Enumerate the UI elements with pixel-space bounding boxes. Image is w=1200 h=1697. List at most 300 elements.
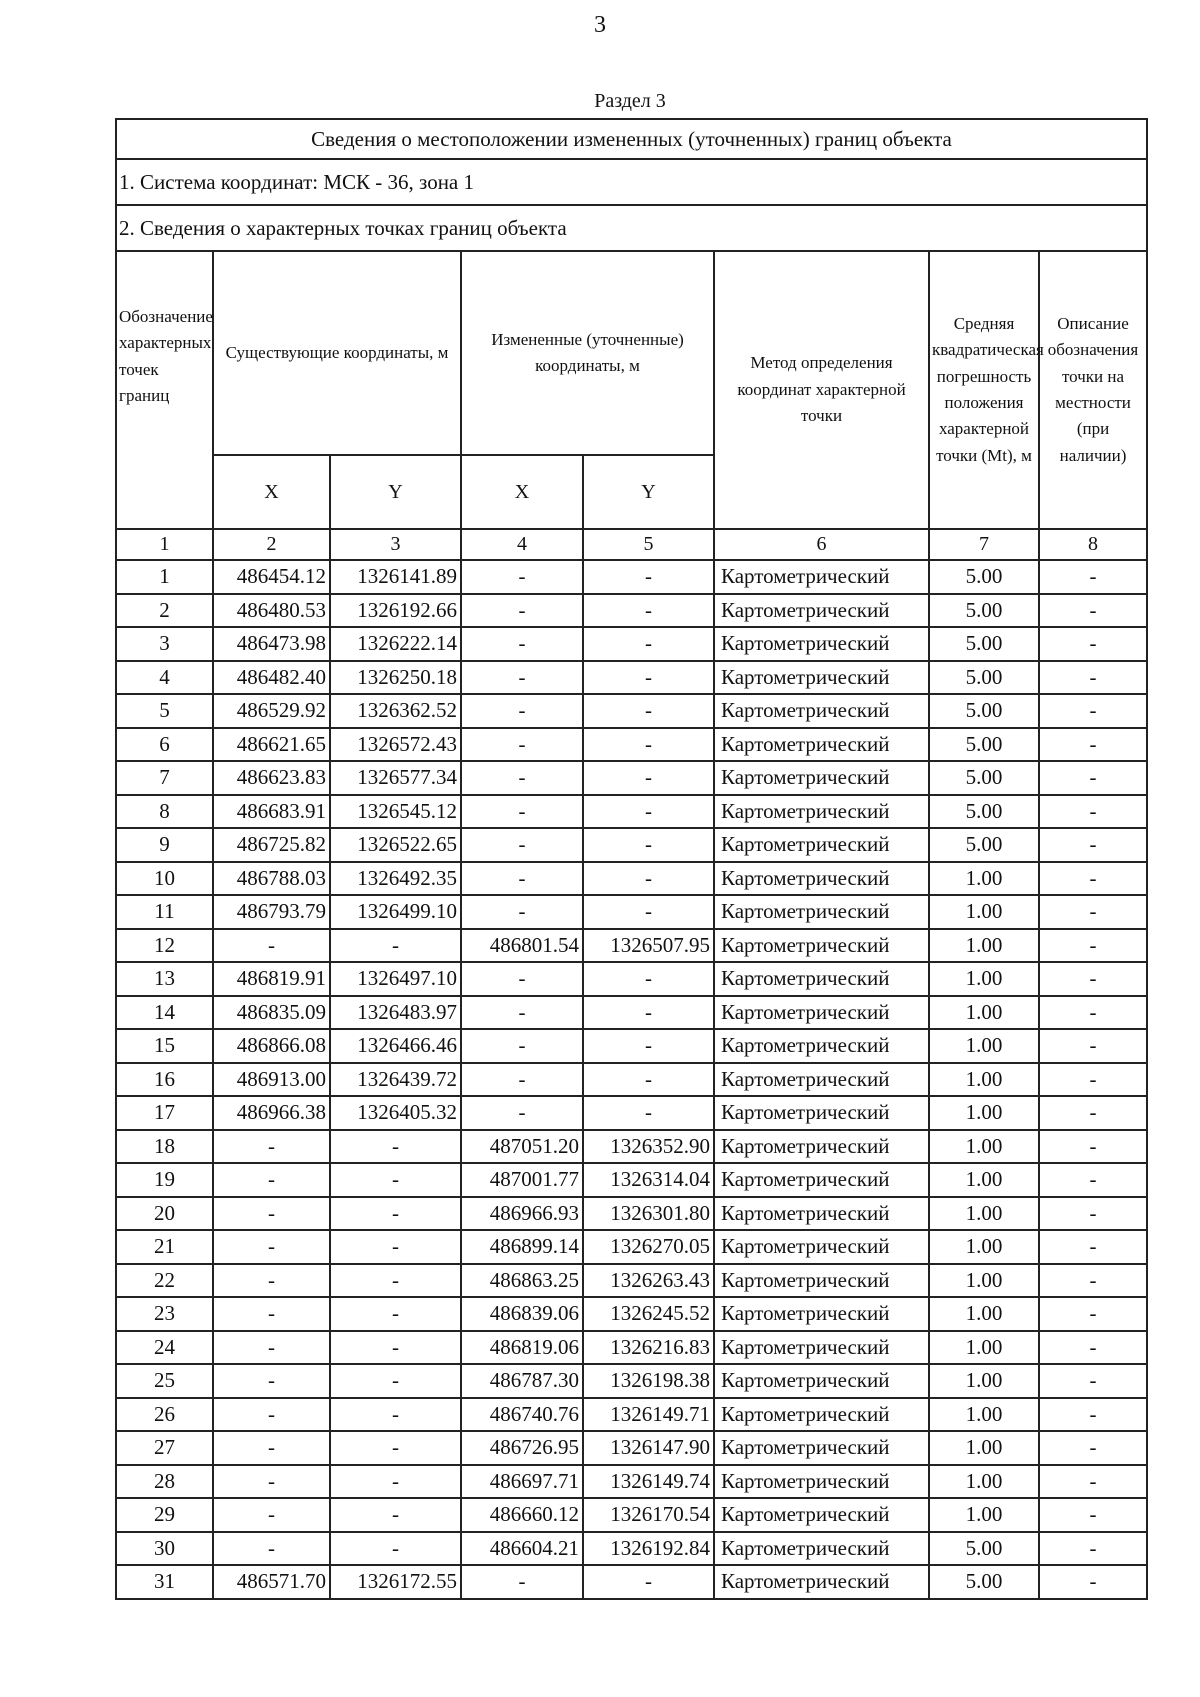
existing-x-cell: - xyxy=(213,1498,330,1532)
existing-x-cell: 486835.09 xyxy=(213,996,330,1030)
method-cell: Картометрический xyxy=(714,1063,929,1097)
point-number-cell: 24 xyxy=(116,1331,213,1365)
section-title: Раздел 3 xyxy=(594,90,666,112)
coord-system: 1. Система координат: МСК - 36, зона 1 xyxy=(116,159,1147,205)
error-cell: 5.00 xyxy=(929,694,1039,728)
description-cell: - xyxy=(1039,661,1147,695)
header-existing-y: Y xyxy=(330,455,461,529)
header-row xyxy=(116,251,1147,455)
description-cell: - xyxy=(1039,1029,1147,1063)
point-number-cell: 27 xyxy=(116,1431,213,1465)
existing-x-cell: 486866.08 xyxy=(213,1029,330,1063)
error-cell: 1.00 xyxy=(929,1063,1039,1097)
header-description: Описание обозначения точки на местности (при наличии) xyxy=(1039,251,1147,529)
method-cell: Картометрический xyxy=(714,1498,929,1532)
changed-y-cell: 1326198.38 xyxy=(583,1364,714,1398)
column-numbers-row xyxy=(116,529,1147,560)
existing-x-cell: - xyxy=(213,1431,330,1465)
description-cell: - xyxy=(1039,1331,1147,1365)
table-row xyxy=(116,1431,1147,1465)
table-row xyxy=(116,929,1147,963)
error-cell: 1.00 xyxy=(929,1264,1039,1298)
point-number-cell: 28 xyxy=(116,1465,213,1499)
header-changed-y: Y xyxy=(583,455,714,529)
table-row xyxy=(116,1465,1147,1499)
description-cell: - xyxy=(1039,962,1147,996)
method-cell: Картометрический xyxy=(714,1364,929,1398)
error-cell: 1.00 xyxy=(929,1029,1039,1063)
error-cell: 5.00 xyxy=(929,1532,1039,1566)
method-cell: Картометрический xyxy=(714,828,929,862)
table-row xyxy=(116,1130,1147,1164)
changed-x-cell: - xyxy=(461,828,583,862)
method-cell: Картометрический xyxy=(714,895,929,929)
changed-y-cell: 1326149.74 xyxy=(583,1465,714,1499)
existing-y-cell: 1326362.52 xyxy=(330,694,461,728)
error-cell: 1.00 xyxy=(929,895,1039,929)
points-title: 2. Сведения о характерных точках границ объекта xyxy=(116,205,1147,251)
header-error: Средняя квадратическая погрешность положения характерной точки (Mt), м xyxy=(929,251,1039,529)
method-cell: Картометрический xyxy=(714,694,929,728)
changed-y-cell: 1326314.04 xyxy=(583,1163,714,1197)
existing-x-cell: - xyxy=(213,1130,330,1164)
point-number-cell: 17 xyxy=(116,1096,213,1130)
existing-y-cell: 1326172.55 xyxy=(330,1565,461,1599)
changed-x-cell: 486819.06 xyxy=(461,1331,583,1365)
method-cell: Картометрический xyxy=(714,627,929,661)
existing-y-cell: - xyxy=(330,1431,461,1465)
existing-x-cell: - xyxy=(213,929,330,963)
error-cell: 1.00 xyxy=(929,1130,1039,1164)
changed-x-cell: 487001.77 xyxy=(461,1163,583,1197)
header-method: Метод определения координат характерной точки xyxy=(714,251,929,529)
table-row xyxy=(116,1029,1147,1063)
point-number-cell: 31 xyxy=(116,1565,213,1599)
existing-x-cell: 486913.00 xyxy=(213,1063,330,1097)
description-cell: - xyxy=(1039,1398,1147,1432)
method-cell: Картометрический xyxy=(714,1197,929,1231)
point-number-cell: 11 xyxy=(116,895,213,929)
error-cell: 1.00 xyxy=(929,996,1039,1030)
method-cell: Картометрический xyxy=(714,728,929,762)
method-cell: Картометрический xyxy=(714,1096,929,1130)
existing-x-cell: - xyxy=(213,1364,330,1398)
changed-x-cell: 486899.14 xyxy=(461,1230,583,1264)
point-number-cell: 18 xyxy=(116,1130,213,1164)
description-cell: - xyxy=(1039,594,1147,628)
method-cell: Картометрический xyxy=(714,1130,929,1164)
changed-y-cell: 1326149.71 xyxy=(583,1398,714,1432)
error-cell: 1.00 xyxy=(929,1197,1039,1231)
existing-x-cell: 486454.12 xyxy=(213,560,330,594)
point-number-cell: 6 xyxy=(116,728,213,762)
changed-x-cell: - xyxy=(461,1096,583,1130)
table-row xyxy=(116,761,1147,795)
column-number: 1 xyxy=(116,529,213,560)
method-cell: Картометрический xyxy=(714,862,929,896)
point-number-cell: 10 xyxy=(116,862,213,896)
changed-x-cell: - xyxy=(461,594,583,628)
description-cell: - xyxy=(1039,1565,1147,1599)
existing-x-cell: 486966.38 xyxy=(213,1096,330,1130)
table-row xyxy=(116,895,1147,929)
boundary-points-table xyxy=(115,118,1148,1600)
method-cell: Картометрический xyxy=(714,1029,929,1063)
table-row xyxy=(116,1197,1147,1231)
description-cell: - xyxy=(1039,1465,1147,1499)
table-row xyxy=(116,560,1147,594)
error-cell: 1.00 xyxy=(929,1364,1039,1398)
existing-y-cell: - xyxy=(330,1230,461,1264)
existing-x-cell: 486793.79 xyxy=(213,895,330,929)
error-cell: 5.00 xyxy=(929,661,1039,695)
existing-y-cell: - xyxy=(330,1130,461,1164)
changed-y-cell: 1326170.54 xyxy=(583,1498,714,1532)
existing-x-cell: 486819.91 xyxy=(213,962,330,996)
error-cell: 1.00 xyxy=(929,1230,1039,1264)
changed-y-cell: - xyxy=(583,828,714,862)
table-row xyxy=(116,1565,1147,1599)
changed-x-cell: 486787.30 xyxy=(461,1364,583,1398)
method-cell: Картометрический xyxy=(714,1163,929,1197)
table-row xyxy=(116,1398,1147,1432)
changed-x-cell: - xyxy=(461,795,583,829)
table-row xyxy=(116,594,1147,628)
changed-y-cell: - xyxy=(583,996,714,1030)
existing-y-cell: 1326141.89 xyxy=(330,560,461,594)
description-cell: - xyxy=(1039,1297,1147,1331)
description-cell: - xyxy=(1039,627,1147,661)
existing-y-cell: 1326497.10 xyxy=(330,962,461,996)
changed-x-cell: 486697.71 xyxy=(461,1465,583,1499)
changed-x-cell: - xyxy=(461,728,583,762)
point-number-cell: 16 xyxy=(116,1063,213,1097)
existing-y-cell: 1326483.97 xyxy=(330,996,461,1030)
description-cell: - xyxy=(1039,1364,1147,1398)
description-cell: - xyxy=(1039,929,1147,963)
table-row xyxy=(116,828,1147,862)
table-row xyxy=(116,862,1147,896)
changed-y-cell: - xyxy=(583,1063,714,1097)
table-row xyxy=(116,795,1147,829)
changed-y-cell: 1326263.43 xyxy=(583,1264,714,1298)
description-cell: - xyxy=(1039,862,1147,896)
changed-y-cell: 1326192.84 xyxy=(583,1532,714,1566)
existing-x-cell: 486621.65 xyxy=(213,728,330,762)
table-row xyxy=(116,1498,1147,1532)
table-title-row xyxy=(116,119,1147,159)
error-cell: 5.00 xyxy=(929,560,1039,594)
point-number-cell: 5 xyxy=(116,694,213,728)
existing-y-cell: 1326250.18 xyxy=(330,661,461,695)
changed-x-cell: - xyxy=(461,661,583,695)
existing-x-cell: 486571.70 xyxy=(213,1565,330,1599)
existing-x-cell: 486473.98 xyxy=(213,627,330,661)
changed-y-cell: - xyxy=(583,795,714,829)
description-cell: - xyxy=(1039,1431,1147,1465)
method-cell: Картометрический xyxy=(714,560,929,594)
existing-y-cell: 1326405.32 xyxy=(330,1096,461,1130)
method-cell: Картометрический xyxy=(714,1264,929,1298)
point-number-cell: 3 xyxy=(116,627,213,661)
description-cell: - xyxy=(1039,761,1147,795)
table-row xyxy=(116,996,1147,1030)
table-row xyxy=(116,661,1147,695)
description-cell: - xyxy=(1039,1163,1147,1197)
point-number-cell: 30 xyxy=(116,1532,213,1566)
method-cell: Картометрический xyxy=(714,1331,929,1365)
column-number: 3 xyxy=(330,529,461,560)
changed-y-cell: - xyxy=(583,962,714,996)
method-cell: Картометрический xyxy=(714,962,929,996)
point-number-cell: 7 xyxy=(116,761,213,795)
point-number-cell: 29 xyxy=(116,1498,213,1532)
point-number-cell: 25 xyxy=(116,1364,213,1398)
coord-system-row xyxy=(116,159,1147,205)
existing-x-cell: - xyxy=(213,1331,330,1365)
existing-x-cell: - xyxy=(213,1163,330,1197)
error-cell: 5.00 xyxy=(929,828,1039,862)
description-cell: - xyxy=(1039,895,1147,929)
column-number: 2 xyxy=(213,529,330,560)
point-number-cell: 13 xyxy=(116,962,213,996)
method-cell: Картометрический xyxy=(714,1532,929,1566)
error-cell: 1.00 xyxy=(929,1096,1039,1130)
changed-x-cell: 486740.76 xyxy=(461,1398,583,1432)
changed-x-cell: - xyxy=(461,1063,583,1097)
description-cell: - xyxy=(1039,560,1147,594)
changed-y-cell: - xyxy=(583,694,714,728)
method-cell: Картометрический xyxy=(714,1565,929,1599)
error-cell: 1.00 xyxy=(929,929,1039,963)
changed-y-cell: 1326301.80 xyxy=(583,1197,714,1231)
existing-y-cell: 1326492.35 xyxy=(330,862,461,896)
existing-y-cell: - xyxy=(330,1398,461,1432)
description-cell: - xyxy=(1039,694,1147,728)
existing-y-cell: 1326545.12 xyxy=(330,795,461,829)
existing-x-cell: - xyxy=(213,1197,330,1231)
error-cell: 5.00 xyxy=(929,728,1039,762)
changed-y-cell: 1326270.05 xyxy=(583,1230,714,1264)
description-cell: - xyxy=(1039,828,1147,862)
changed-x-cell: 486660.12 xyxy=(461,1498,583,1532)
table-row xyxy=(116,728,1147,762)
error-cell: 1.00 xyxy=(929,1498,1039,1532)
method-cell: Картометрический xyxy=(714,1230,929,1264)
table-row xyxy=(116,1264,1147,1298)
method-cell: Картометрический xyxy=(714,761,929,795)
changed-x-cell: 486801.54 xyxy=(461,929,583,963)
changed-x-cell: 486604.21 xyxy=(461,1532,583,1566)
changed-y-cell: - xyxy=(583,728,714,762)
point-number-cell: 26 xyxy=(116,1398,213,1432)
error-cell: 5.00 xyxy=(929,1565,1039,1599)
description-cell: - xyxy=(1039,996,1147,1030)
changed-y-cell: 1326216.83 xyxy=(583,1331,714,1365)
existing-y-cell: - xyxy=(330,1498,461,1532)
error-cell: 5.00 xyxy=(929,795,1039,829)
error-cell: 1.00 xyxy=(929,1331,1039,1365)
changed-y-cell: 1326352.90 xyxy=(583,1130,714,1164)
existing-x-cell: 486725.82 xyxy=(213,828,330,862)
table-row xyxy=(116,1063,1147,1097)
existing-x-cell: 486480.53 xyxy=(213,594,330,628)
error-cell: 1.00 xyxy=(929,962,1039,996)
existing-y-cell: - xyxy=(330,1331,461,1365)
point-number-cell: 20 xyxy=(116,1197,213,1231)
changed-y-cell: - xyxy=(583,761,714,795)
table-row xyxy=(116,627,1147,661)
existing-y-cell: 1326577.34 xyxy=(330,761,461,795)
method-cell: Картометрический xyxy=(714,1465,929,1499)
changed-x-cell: - xyxy=(461,694,583,728)
description-cell: - xyxy=(1039,1197,1147,1231)
existing-y-cell: - xyxy=(330,1532,461,1566)
existing-x-cell: 486788.03 xyxy=(213,862,330,896)
existing-y-cell: - xyxy=(330,1465,461,1499)
error-cell: 5.00 xyxy=(929,761,1039,795)
existing-y-cell: 1326522.65 xyxy=(330,828,461,862)
description-cell: - xyxy=(1039,1498,1147,1532)
changed-y-cell: 1326245.52 xyxy=(583,1297,714,1331)
method-cell: Картометрический xyxy=(714,1431,929,1465)
column-number: 5 xyxy=(583,529,714,560)
point-number-cell: 8 xyxy=(116,795,213,829)
point-number-cell: 19 xyxy=(116,1163,213,1197)
method-cell: Картометрический xyxy=(714,1297,929,1331)
changed-x-cell: 486863.25 xyxy=(461,1264,583,1298)
error-cell: 1.00 xyxy=(929,1398,1039,1432)
table-row xyxy=(116,1096,1147,1130)
existing-y-cell: 1326499.10 xyxy=(330,895,461,929)
method-cell: Картометрический xyxy=(714,594,929,628)
description-cell: - xyxy=(1039,1264,1147,1298)
description-cell: - xyxy=(1039,795,1147,829)
changed-x-cell: 487051.20 xyxy=(461,1130,583,1164)
existing-x-cell: - xyxy=(213,1532,330,1566)
error-cell: 5.00 xyxy=(929,627,1039,661)
table-row xyxy=(116,1532,1147,1566)
existing-y-cell: 1326222.14 xyxy=(330,627,461,661)
table-row xyxy=(116,694,1147,728)
changed-x-cell: - xyxy=(461,862,583,896)
changed-x-cell: - xyxy=(461,1029,583,1063)
method-cell: Картометрический xyxy=(714,929,929,963)
point-number-cell: 15 xyxy=(116,1029,213,1063)
changed-y-cell: - xyxy=(583,895,714,929)
error-cell: 5.00 xyxy=(929,594,1039,628)
page-number: 3 xyxy=(594,12,606,38)
existing-x-cell: - xyxy=(213,1398,330,1432)
changed-y-cell: - xyxy=(583,1096,714,1130)
description-cell: - xyxy=(1039,1096,1147,1130)
existing-y-cell: - xyxy=(330,1364,461,1398)
point-number-cell: 1 xyxy=(116,560,213,594)
changed-x-cell: - xyxy=(461,996,583,1030)
existing-y-cell: - xyxy=(330,1197,461,1231)
method-cell: Картометрический xyxy=(714,996,929,1030)
table-title: Сведения о местоположении измененных (уточненных) границ объекта xyxy=(116,119,1147,159)
changed-y-cell: - xyxy=(583,560,714,594)
changed-x-cell: - xyxy=(461,761,583,795)
existing-x-cell: - xyxy=(213,1230,330,1264)
changed-y-cell: 1326507.95 xyxy=(583,929,714,963)
existing-x-cell: - xyxy=(213,1465,330,1499)
description-cell: - xyxy=(1039,1130,1147,1164)
table-row xyxy=(116,962,1147,996)
point-number-cell: 14 xyxy=(116,996,213,1030)
header-changed: Измененные (уточненные) координаты, м xyxy=(461,251,714,455)
existing-x-cell: - xyxy=(213,1264,330,1298)
column-number: 6 xyxy=(714,529,929,560)
existing-x-cell: 486683.91 xyxy=(213,795,330,829)
method-cell: Картометрический xyxy=(714,661,929,695)
changed-y-cell: - xyxy=(583,594,714,628)
column-number: 4 xyxy=(461,529,583,560)
changed-x-cell: 486966.93 xyxy=(461,1197,583,1231)
existing-x-cell: 486482.40 xyxy=(213,661,330,695)
points-title-row xyxy=(116,205,1147,251)
description-cell: - xyxy=(1039,1230,1147,1264)
changed-y-cell: - xyxy=(583,862,714,896)
error-cell: 1.00 xyxy=(929,862,1039,896)
column-number: 8 xyxy=(1039,529,1147,560)
point-number-cell: 23 xyxy=(116,1297,213,1331)
changed-y-cell: 1326147.90 xyxy=(583,1431,714,1465)
changed-x-cell: - xyxy=(461,895,583,929)
point-number-cell: 21 xyxy=(116,1230,213,1264)
existing-x-cell: 486623.83 xyxy=(213,761,330,795)
existing-y-cell: - xyxy=(330,1163,461,1197)
error-cell: 1.00 xyxy=(929,1465,1039,1499)
changed-y-cell: - xyxy=(583,627,714,661)
existing-y-cell: 1326466.46 xyxy=(330,1029,461,1063)
point-number-cell: 22 xyxy=(116,1264,213,1298)
existing-y-cell: - xyxy=(330,1264,461,1298)
existing-y-cell: - xyxy=(330,929,461,963)
existing-x-cell: - xyxy=(213,1297,330,1331)
changed-x-cell: 486726.95 xyxy=(461,1431,583,1465)
method-cell: Картометрический xyxy=(714,1398,929,1432)
changed-x-cell: - xyxy=(461,627,583,661)
table-row xyxy=(116,1364,1147,1398)
description-cell: - xyxy=(1039,728,1147,762)
error-cell: 1.00 xyxy=(929,1163,1039,1197)
point-number-cell: 4 xyxy=(116,661,213,695)
point-number-cell: 12 xyxy=(116,929,213,963)
table-row xyxy=(116,1163,1147,1197)
table-row xyxy=(116,1230,1147,1264)
error-cell: 1.00 xyxy=(929,1297,1039,1331)
existing-y-cell: - xyxy=(330,1297,461,1331)
error-cell: 1.00 xyxy=(929,1431,1039,1465)
method-cell: Картометрический xyxy=(714,795,929,829)
changed-x-cell: - xyxy=(461,560,583,594)
existing-y-cell: 1326439.72 xyxy=(330,1063,461,1097)
description-cell: - xyxy=(1039,1532,1147,1566)
point-number-cell: 2 xyxy=(116,594,213,628)
header-existing-x: X xyxy=(213,455,330,529)
changed-y-cell: - xyxy=(583,1029,714,1063)
changed-y-cell: - xyxy=(583,661,714,695)
header-changed-x: X xyxy=(461,455,583,529)
point-number-cell: 9 xyxy=(116,828,213,862)
column-number: 7 xyxy=(929,529,1039,560)
header-point: Обозначение характерных точек границ xyxy=(116,251,213,529)
table-row xyxy=(116,1297,1147,1331)
existing-y-cell: 1326572.43 xyxy=(330,728,461,762)
changed-x-cell: 486839.06 xyxy=(461,1297,583,1331)
